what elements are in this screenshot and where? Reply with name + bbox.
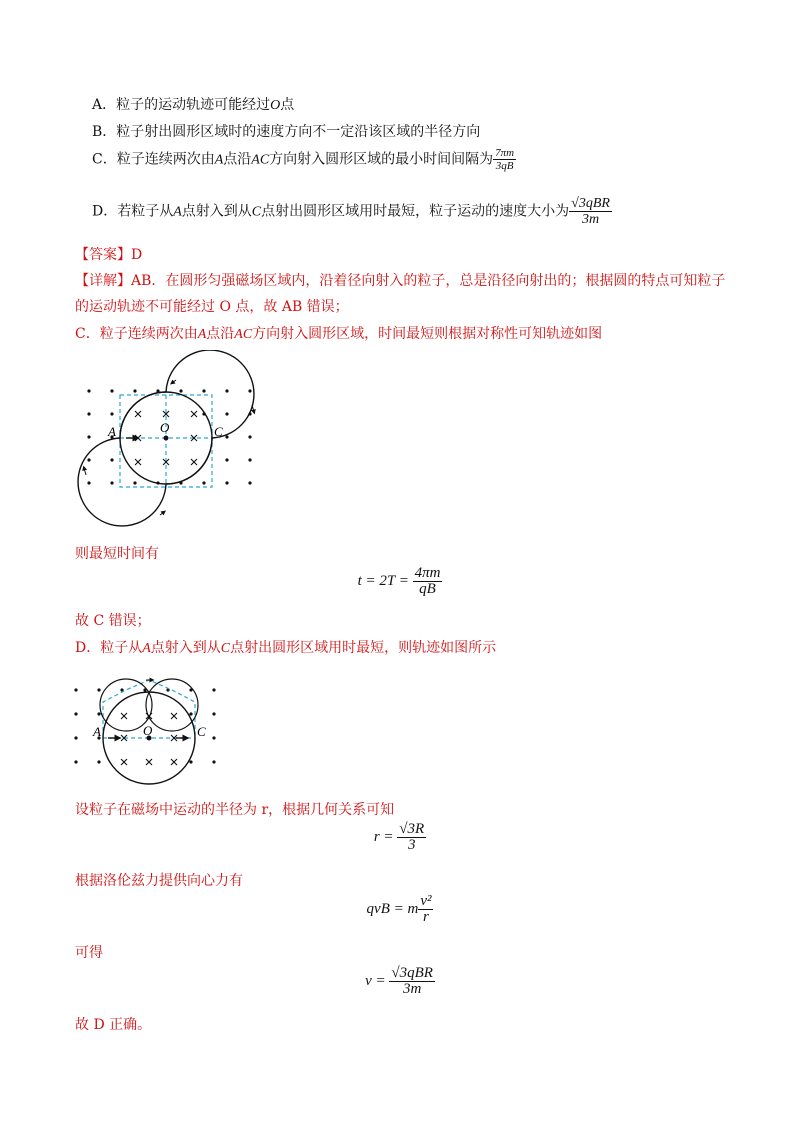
detail-line-1: 【详解】AB．在圆形匀强磁场区域内，沿着径向射入的粒子，总是沿径向射出的；根据圆的特点可知粒子 bbox=[75, 273, 726, 289]
field-dot bbox=[225, 412, 228, 415]
field-dot bbox=[248, 389, 251, 392]
option-b: B．粒子射出圆形区域时的速度方向不一定沿该区域的半径方向 bbox=[92, 124, 481, 140]
field-dot bbox=[179, 389, 182, 392]
detail-c-line: C．粒子连续两次由A点沿AC方向射入圆形区域，时间最短则根据对称性可知轨迹如图 bbox=[75, 326, 603, 342]
field-dot bbox=[110, 389, 113, 392]
field-cross bbox=[121, 759, 127, 765]
field-dot bbox=[87, 481, 90, 484]
detail-c-shortest: 则最短时间有 bbox=[75, 546, 159, 562]
option-c: C．粒子连续两次由A点沿AC方向射入圆形区域的最小时间间隔为 $\frac{7\pi m}{3qB}$ bbox=[92, 147, 515, 172]
fig1-label-o: O bbox=[160, 420, 170, 435]
trajectory-figure-1 bbox=[66, 350, 266, 540]
detail-d-conclusion: 故 D 正确。 bbox=[75, 1017, 152, 1033]
trajectory-figure-2 bbox=[66, 660, 226, 785]
equation-3: qvB = m $\frac{\text{v²}}{r}$ bbox=[366, 893, 432, 925]
field-dot bbox=[248, 481, 251, 484]
fig2-label-c: C bbox=[197, 724, 206, 739]
detail-d-obtain: 可得 bbox=[75, 945, 103, 961]
detail-line-2: 的运动轨迹不可能经过 O 点，故 AB 错误； bbox=[75, 299, 349, 315]
field-dot bbox=[87, 435, 90, 438]
field-dot bbox=[133, 389, 136, 392]
option-a: A．粒子的运动轨迹可能经过O点 bbox=[92, 97, 295, 113]
field-dot bbox=[74, 688, 77, 691]
field-dot bbox=[110, 412, 113, 415]
field-cross bbox=[191, 459, 197, 465]
field-cross bbox=[121, 713, 127, 719]
field-dot bbox=[87, 458, 90, 461]
field-cross bbox=[135, 411, 141, 417]
detail-d-lorentz: 根据洛伦兹力提供向心力有 bbox=[75, 873, 243, 889]
fig1-label-a: A bbox=[108, 424, 116, 439]
field-cross bbox=[135, 459, 141, 465]
field-dot bbox=[202, 481, 205, 484]
detail-d-line: D．粒子从A点射入到从C点射出圆形区域用时最短，则轨迹如图所示 bbox=[75, 640, 497, 656]
option-d: D．若粒子从A点射入到从C点射出圆形区域用时最短，粒子运动的速度大小为 $\frac{\text{√3qBR}}{3m}$ bbox=[92, 196, 610, 227]
field-dot bbox=[110, 481, 113, 484]
field-dot bbox=[97, 712, 100, 715]
fig1-label-c: C bbox=[214, 424, 223, 439]
equation-1: t = 2T = $\frac{4\pi m}{qB}$ bbox=[357, 565, 441, 597]
field-dot bbox=[133, 481, 136, 484]
option-c-fraction: $\frac{7\pi m}{3qB}$ bbox=[495, 147, 515, 172]
field-dot bbox=[248, 458, 251, 461]
field-dot bbox=[87, 412, 90, 415]
field-dot bbox=[212, 688, 215, 691]
detail-c-conclusion: 故 C 错误； bbox=[75, 613, 151, 629]
field-dot bbox=[97, 688, 100, 691]
answer-line: 【答案】D bbox=[75, 247, 143, 263]
detail-d-radius: 设粒子在磁场中运动的半径为 r，根据几何关系可知 bbox=[75, 802, 395, 818]
field-cross bbox=[146, 759, 152, 765]
field-dot bbox=[212, 736, 215, 739]
field-dot bbox=[97, 760, 100, 763]
field-dot bbox=[189, 760, 192, 763]
field-dot bbox=[74, 712, 77, 715]
field-cross bbox=[191, 411, 197, 417]
field-dot bbox=[212, 712, 215, 715]
fig2-label-o: O bbox=[143, 723, 153, 738]
field-cross bbox=[171, 759, 177, 765]
field-dot bbox=[202, 389, 205, 392]
field-dot bbox=[225, 458, 228, 461]
fig2-label-a: A bbox=[93, 724, 101, 739]
field-dot bbox=[87, 389, 90, 392]
field-dot bbox=[74, 736, 77, 739]
equation-2: r = $\frac{√3R}{3}$ bbox=[373, 821, 425, 853]
field-dot bbox=[110, 458, 113, 461]
field-dot bbox=[189, 712, 192, 715]
field-dot bbox=[248, 435, 251, 438]
field-cross bbox=[171, 713, 177, 719]
equation-4: v = $\frac{\text{√3qBR}}{3m}$ bbox=[365, 965, 433, 997]
option-d-fraction: $\frac{\text{√3qBR}}{3m}$ bbox=[571, 196, 610, 227]
field-dot bbox=[212, 760, 215, 763]
field-dot bbox=[225, 481, 228, 484]
field-dot bbox=[225, 389, 228, 392]
field-dot bbox=[74, 760, 77, 763]
